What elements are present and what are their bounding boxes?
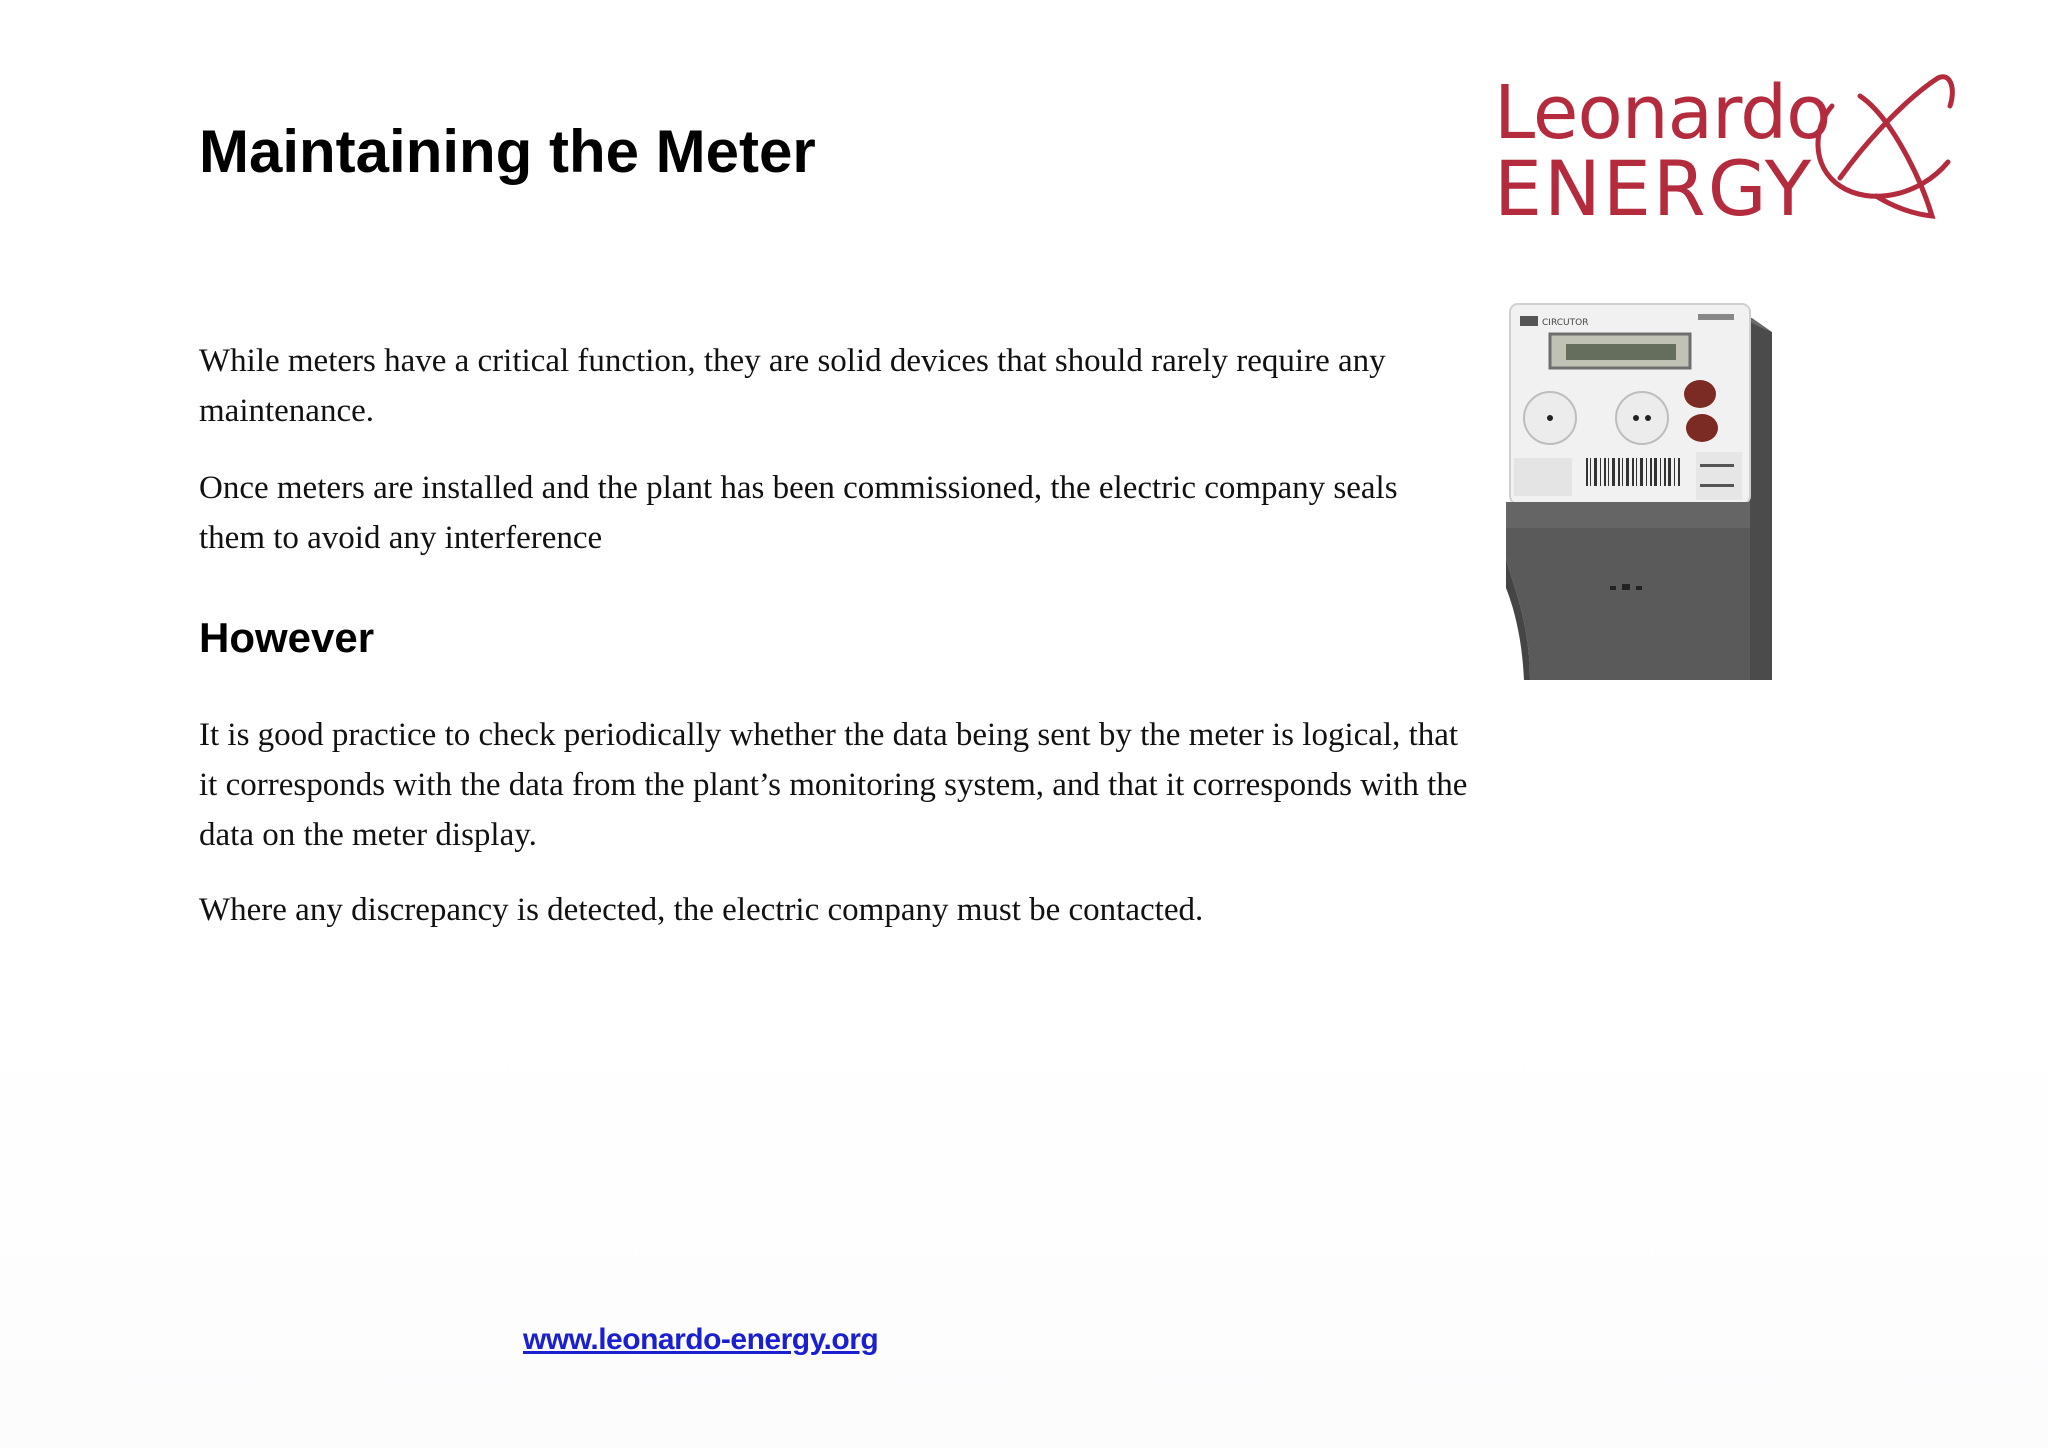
electric-meter-photo [1490, 288, 1790, 688]
logo-swirl-icon [1800, 66, 1960, 226]
slide-title: Maintaining the Meter [199, 118, 816, 185]
leonardo-energy-logo [1482, 60, 1962, 240]
subheading-however: However [199, 614, 375, 661]
logo-text-line2: ENERGY [1494, 144, 1814, 233]
paragraph-discrepancy: Where any discrepancy is detected, the electric company must be contacted. [199, 892, 1204, 928]
logo-text-line1: Leonardo [1494, 70, 1831, 156]
meter-brand-label: CIRCUTOR [1542, 318, 1589, 328]
paragraph-maintenance: While meters have a critical function, they are solid devices that should rarely require any maintenance. [199, 343, 1386, 429]
paragraph-sealing: Once meters are installed and the plant has been commissioned, the electric company seals them to avoid any interference [199, 470, 1398, 556]
paragraph-good-practice: It is good practice to check periodically whether the data being sent by the meter is logical, that it corresponds with the data from the plant’s monitoring system, and that it corresponds with the data on the meter display. [199, 717, 1468, 853]
footer-website-link[interactable]: www.leonardo-energy.org [523, 1323, 879, 1356]
